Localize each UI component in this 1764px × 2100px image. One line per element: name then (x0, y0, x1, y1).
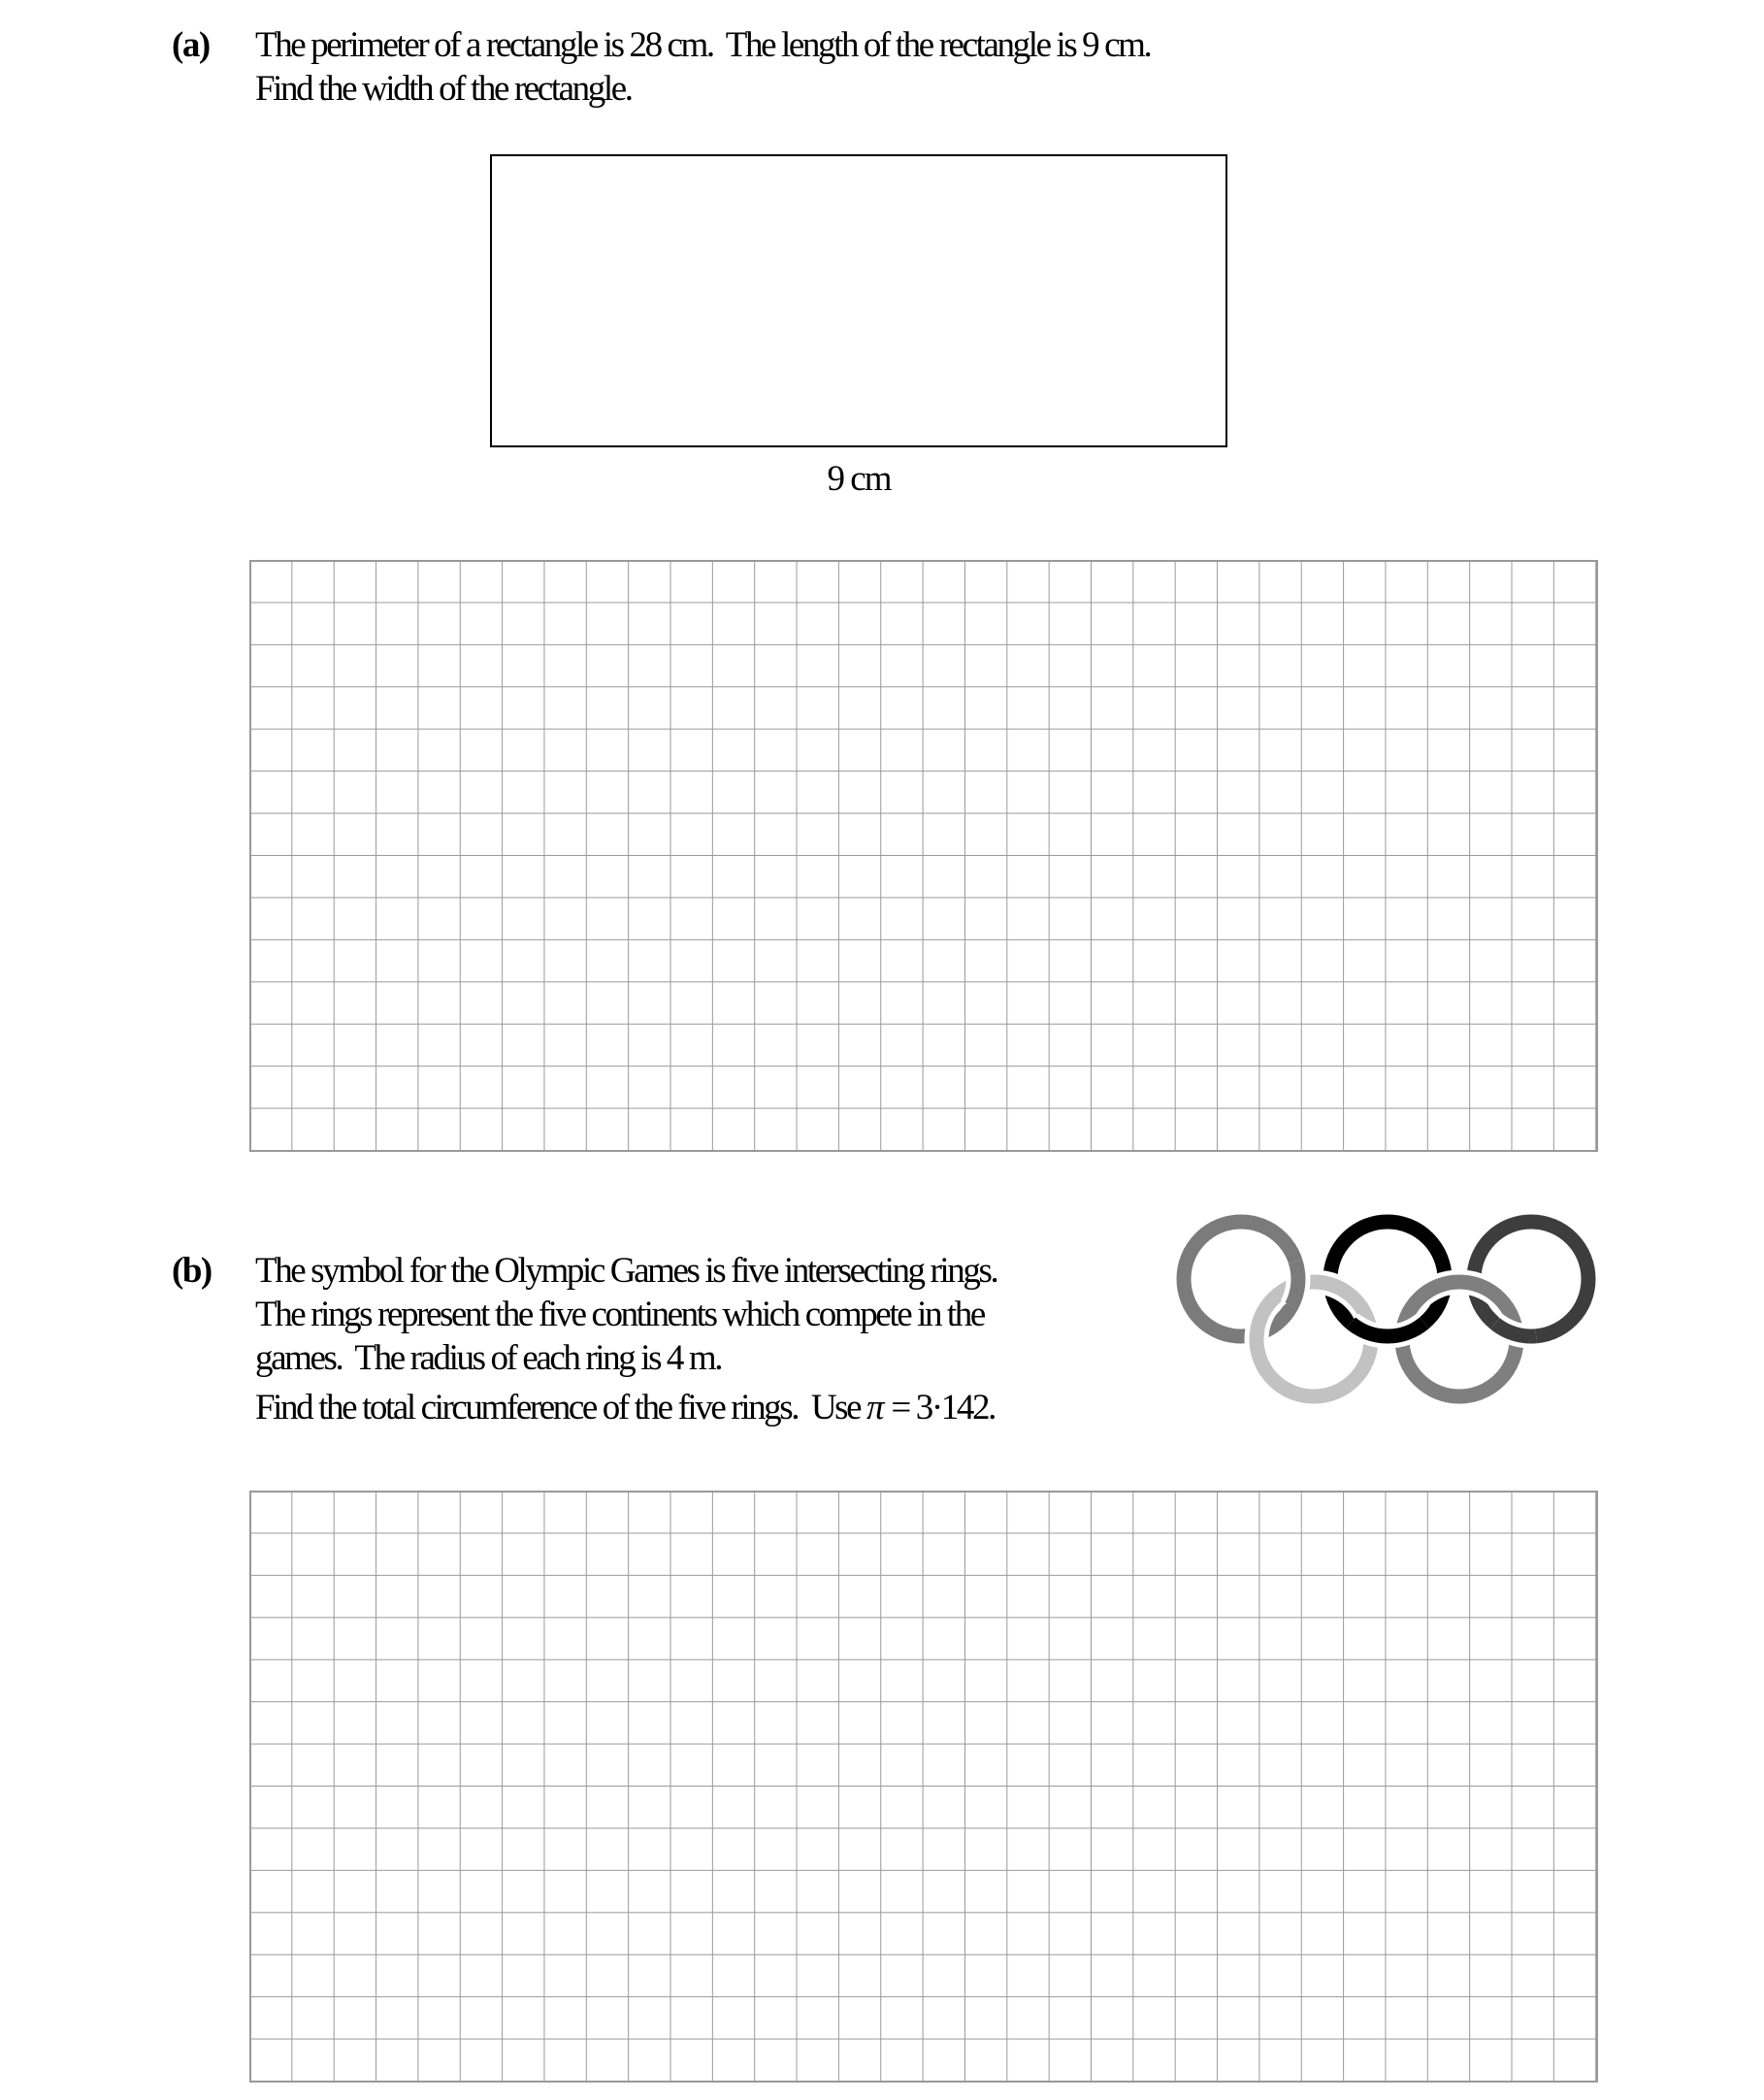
question-b-line1: The symbol for the Olympic Games is five intersecting rings. (255, 1251, 997, 1291)
ring-top-left-over-arc (1291, 1262, 1298, 1306)
pi-symbol: π (866, 1388, 885, 1427)
question-b-line2: The rings represent the five continents which compete in the (255, 1295, 984, 1334)
question-b-line4-post: = 3·142. (884, 1388, 995, 1427)
question-a-label: (a) (172, 25, 210, 65)
rectangle-width-label: 9 cm (827, 459, 891, 499)
question-a-text (255, 23, 1381, 111)
question-a-line1: The perimeter of a rectangle is 28 cm. The length of the rectangle is 9 cm. (255, 25, 1151, 65)
question-a-line2: Find the width of the rectangle. (255, 69, 632, 109)
question-b-label: (b) (172, 1251, 212, 1291)
grid-a-fill (250, 561, 1597, 1151)
olympic-rings-icon (1155, 1194, 1620, 1427)
rectangle-figure (490, 154, 1227, 447)
question-b-line4 (255, 1386, 1158, 1429)
working-grid-b (249, 1491, 1598, 2083)
question-b-text (255, 1249, 1158, 1429)
grid-b-fill (250, 1492, 1597, 2082)
question-b-line3: games. The radius of each ring is 4 m. (255, 1338, 722, 1378)
question-b-line4-pre: Find the total circumference of the five rings. Use (255, 1388, 867, 1427)
working-grid-a (249, 560, 1598, 1152)
